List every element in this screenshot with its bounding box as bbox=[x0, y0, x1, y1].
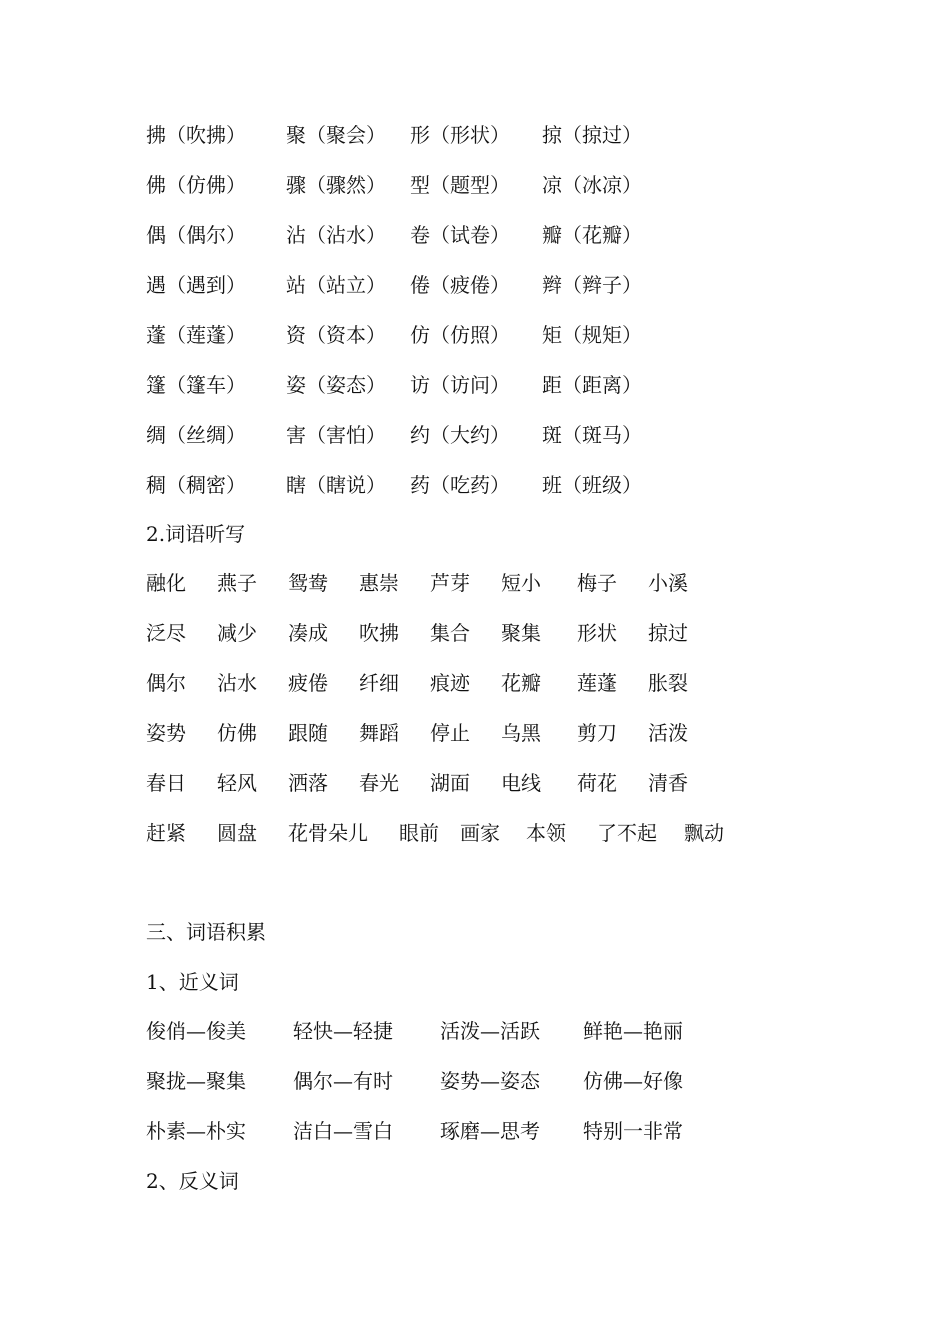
dictation-word: 本领 bbox=[526, 821, 566, 845]
antonym-heading: 2、反义词 bbox=[146, 1169, 239, 1193]
dictation-word: 偶尔 bbox=[146, 671, 186, 695]
dictation-word: 集合 bbox=[430, 621, 470, 645]
word-pair: 稠（稠密） bbox=[146, 473, 246, 497]
word-pair: 倦（疲倦） bbox=[410, 273, 510, 297]
dictation-word: 春光 bbox=[359, 771, 399, 795]
synonym-pair: 轻快—轻捷 bbox=[293, 1019, 393, 1043]
dictation-word: 活泼 bbox=[648, 721, 688, 745]
word-pair: 药（吃药） bbox=[410, 473, 510, 497]
dictation-word: 疲倦 bbox=[288, 671, 328, 695]
dictation-word: 沾水 bbox=[217, 671, 257, 695]
dictation-word: 春日 bbox=[146, 771, 186, 795]
dictation-word: 剪刀 bbox=[577, 721, 617, 745]
dictation-word: 聚集 bbox=[501, 621, 541, 645]
dictation-word: 纤细 bbox=[359, 671, 399, 695]
dictation-word: 乌黑 bbox=[501, 721, 541, 745]
dictation-word: 了不起 bbox=[597, 821, 657, 845]
dictation-word: 减少 bbox=[217, 621, 257, 645]
dictation-word: 姿势 bbox=[146, 721, 186, 745]
dictation-word: 鸳鸯 bbox=[288, 571, 328, 595]
dictation-word: 画家 bbox=[460, 821, 500, 845]
word-pair: 聚（聚会） bbox=[286, 123, 386, 147]
dictation-word: 吹拂 bbox=[359, 621, 399, 645]
dictation-word: 凑成 bbox=[288, 621, 328, 645]
dictation-word: 短小 bbox=[501, 571, 541, 595]
synonym-pair: 仿佛—好像 bbox=[583, 1069, 683, 1093]
dictation-word: 仿佛 bbox=[217, 721, 257, 745]
synonym-pair: 琢磨—思考 bbox=[440, 1119, 540, 1143]
dictation-word: 跟随 bbox=[288, 721, 328, 745]
word-pair: 蓬（莲蓬） bbox=[146, 323, 246, 347]
dictation-word: 痕迹 bbox=[430, 671, 470, 695]
dictation-word: 荷花 bbox=[577, 771, 617, 795]
word-pair: 仿（仿照） bbox=[410, 323, 510, 347]
word-pair: 凉（冰凉） bbox=[542, 173, 642, 197]
word-pair: 型（题型） bbox=[410, 173, 510, 197]
synonym-pair: 鲜艳—艳丽 bbox=[583, 1019, 683, 1043]
synonym-heading: 1、近义词 bbox=[146, 970, 239, 994]
synonym-pair: 聚拢—聚集 bbox=[146, 1069, 246, 1093]
word-pair: 形（形状） bbox=[410, 123, 510, 147]
dictation-word: 圆盘 bbox=[217, 821, 257, 845]
dictation-word: 融化 bbox=[146, 571, 186, 595]
word-pair: 访（访问） bbox=[410, 373, 510, 397]
dictation-word: 形状 bbox=[577, 621, 617, 645]
word-pair: 害（害怕） bbox=[286, 423, 386, 447]
dictation-word: 小溪 bbox=[648, 571, 688, 595]
word-pair: 辫（辫子） bbox=[542, 273, 642, 297]
word-pair: 佛（仿佛） bbox=[146, 173, 246, 197]
dictation-word: 燕子 bbox=[217, 571, 257, 595]
word-pair: 距（距离） bbox=[542, 373, 642, 397]
word-pair: 拂（吹拂） bbox=[146, 123, 246, 147]
word-pair: 遇（遇到） bbox=[146, 273, 246, 297]
dictation-word: 清香 bbox=[648, 771, 688, 795]
dictation-word: 莲蓬 bbox=[577, 671, 617, 695]
word-pair: 卷（试卷） bbox=[410, 223, 510, 247]
word-pair: 班（班级） bbox=[542, 473, 642, 497]
dictation-word: 轻风 bbox=[217, 771, 257, 795]
word-pair: 矩（规矩） bbox=[542, 323, 642, 347]
word-pair: 绸（丝绸） bbox=[146, 423, 246, 447]
dictation-word: 停止 bbox=[430, 721, 470, 745]
word-pair: 篷（篷车） bbox=[146, 373, 246, 397]
dictation-word: 惠崇 bbox=[359, 571, 399, 595]
word-pair: 瓣（花瓣） bbox=[542, 223, 642, 247]
synonym-pair: 姿势—姿态 bbox=[440, 1069, 540, 1093]
synonym-pair: 俊俏—俊美 bbox=[146, 1019, 246, 1043]
word-pair: 姿（姿态） bbox=[286, 373, 386, 397]
dictation-word: 湖面 bbox=[430, 771, 470, 795]
dictation-word: 胀裂 bbox=[648, 671, 688, 695]
dictation-word: 花骨朵儿 bbox=[288, 821, 368, 845]
word-pair: 约（大约） bbox=[410, 423, 510, 447]
synonym-pair: 特别一非常 bbox=[583, 1119, 683, 1143]
dictation-word: 电线 bbox=[501, 771, 541, 795]
word-pair: 站（站立） bbox=[286, 273, 386, 297]
synonym-pair: 活泼—活跃 bbox=[440, 1019, 540, 1043]
dictation-word: 掠过 bbox=[648, 621, 688, 645]
section-heading-word-accumulation: 三、词语积累 bbox=[146, 920, 266, 944]
word-pair: 掠（掠过） bbox=[542, 123, 642, 147]
word-pair: 资（资本） bbox=[286, 323, 386, 347]
dictation-heading: 2.词语听写 bbox=[146, 522, 246, 546]
dictation-word: 眼前 bbox=[399, 821, 439, 845]
word-pair: 沾（沾水） bbox=[286, 223, 386, 247]
dictation-word: 芦芽 bbox=[430, 571, 470, 595]
dictation-word: 梅子 bbox=[577, 571, 617, 595]
synonym-pair: 偶尔—有时 bbox=[293, 1069, 393, 1093]
dictation-word: 舞蹈 bbox=[359, 721, 399, 745]
synonym-pair: 朴素—朴实 bbox=[146, 1119, 246, 1143]
word-pair: 偶（偶尔） bbox=[146, 223, 246, 247]
word-pair: 斑（斑马） bbox=[542, 423, 642, 447]
synonym-pair: 洁白—雪白 bbox=[293, 1119, 393, 1143]
dictation-word: 洒落 bbox=[288, 771, 328, 795]
dictation-word: 赶紧 bbox=[146, 821, 186, 845]
dictation-word: 飘动 bbox=[684, 821, 724, 845]
dictation-word: 花瓣 bbox=[501, 671, 541, 695]
word-pair: 骤（骤然） bbox=[286, 173, 386, 197]
word-pair: 瞎（瞎说） bbox=[286, 473, 386, 497]
dictation-word: 泛尽 bbox=[146, 621, 186, 645]
